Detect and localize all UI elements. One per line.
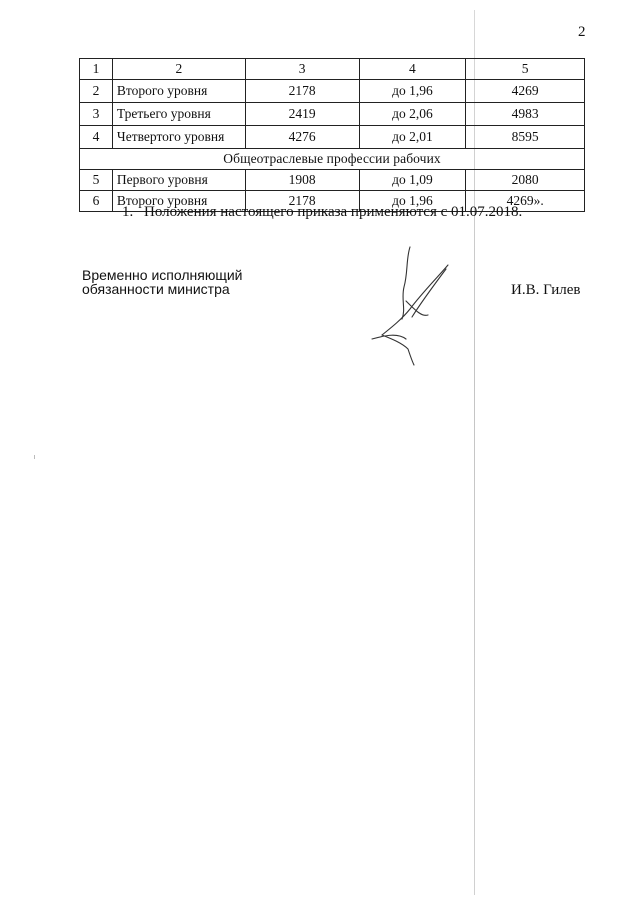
max-salary: 4983 (466, 103, 585, 126)
table-row (80, 80, 585, 103)
max-salary: 8595 (466, 126, 585, 149)
coefficient: до 2,06 (359, 103, 466, 126)
base-salary: 4276 (245, 126, 359, 149)
handwritten-signature (362, 243, 462, 368)
header-cell: 4 (359, 59, 466, 80)
header-cell: 2 (112, 59, 245, 80)
row-number: 2 (80, 80, 113, 103)
max-salary: 2080 (466, 170, 585, 191)
coefficient: до 2,01 (359, 126, 466, 149)
max-salary: 4269». (466, 191, 585, 212)
signatory-position (82, 268, 242, 296)
coefficient: до 1,96 (359, 80, 466, 103)
section-title: Общеотраслевые профессии рабочих (80, 149, 585, 170)
header-cell: 1 (80, 59, 113, 80)
qualification-level: Второго уровня (112, 80, 245, 103)
position-line: обязанности министра (82, 281, 230, 297)
coefficient: до 1,96 (359, 191, 466, 212)
row-number: 6 (80, 191, 113, 212)
section-row (80, 149, 585, 170)
table-row (80, 103, 585, 126)
table-header-row (80, 59, 585, 80)
qualification-level: Второго уровня (112, 191, 245, 212)
clause-number: 1. (122, 204, 134, 220)
signatory-name: И.В. Гилев (511, 282, 581, 298)
qualification-level: Четвертого уровня (112, 126, 245, 149)
base-salary: 1908 (245, 170, 359, 191)
header-cell: 3 (245, 59, 359, 80)
row-number: 3 (80, 103, 113, 126)
qualification-level: Первого уровня (112, 170, 245, 191)
base-salary: 2178 (245, 191, 359, 212)
clause-paragraph (122, 204, 522, 221)
scan-speck (34, 455, 35, 459)
salary-table (79, 58, 585, 212)
position-line: Временно исполняющий (82, 267, 243, 283)
base-salary: 2419 (245, 103, 359, 126)
row-number: 5 (80, 170, 113, 191)
row-number: 4 (80, 126, 113, 149)
coefficient: до 1,09 (359, 170, 466, 191)
table-row (80, 170, 585, 191)
table-row (80, 126, 585, 149)
max-salary: 4269 (466, 80, 585, 103)
qualification-level: Третьего уровня (112, 103, 245, 126)
clause-text: Положения настоящего приказа применяются с 01.07.2018. (144, 204, 523, 220)
header-cell: 5 (466, 59, 585, 80)
page-number: 2 (578, 24, 586, 40)
base-salary: 2178 (245, 80, 359, 103)
